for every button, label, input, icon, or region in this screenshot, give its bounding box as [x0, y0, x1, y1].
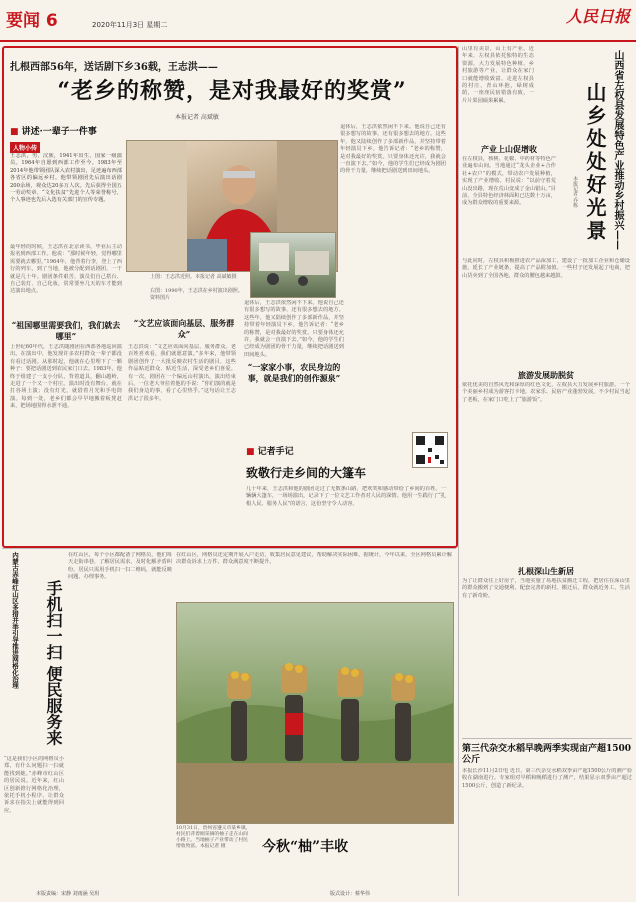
profile-label: 人物小传 [10, 142, 40, 153]
rice-news-text: 本报长沙11月2日电 近日，第三代杂交水稻双季亩产超1500公斤的测产验收在湖南进行。专家组对早稻和晚稻进行了测产，结果显示双季亩产超过1500公斤，创造了新纪录。 [462, 768, 632, 789]
issue-date: 2020年11月3日 星期二 [92, 21, 168, 29]
archive-illustration [251, 233, 335, 297]
sidebar-big-title: 山乡处处好光景 [583, 82, 607, 243]
feature-kicker: 扎根西部56年，送话剧下乡36载，王志洪—— [10, 62, 218, 73]
masthead [0, 0, 636, 42]
subheading-2: “文艺应该面向基层、服务群众” [133, 318, 235, 339]
harvest-photo-caption: 10月31日，贵州省遵义市某乡镇，村民们背着刚采摘的柚子走在山间小路上。当地柚子产业带动了村民增收致富。本报记者 摄 [176, 826, 251, 849]
section-mark-icon: ■ [10, 127, 19, 137]
editor-credit: 本版责编：宋静 刘雨涵 吴玥 [36, 891, 100, 897]
sidebar-section-tourism: 旅游发展助脱贫 [518, 370, 574, 380]
sidebar-section-relocation: 扎根深山生新居 [518, 566, 574, 576]
reporter-note-text: 几十年来，王志洪和他的剧团走过了无数条山路，把欢笑和感动带给了乡间的百姓。一辆辆大篷车，一场场演出，记录下了一位文艺工作者对人民的深情。他用一生践行了“扎根人民、服务人民”的诺言，这份坚守令人动容。 [246, 486, 446, 507]
feature-headline: “老乡的称赞，是对我最好的奖赏” [57, 78, 407, 104]
article-column-4: 退休后，王志洪依然闲不下来。他说自己还有很多想写的故事，还有很多想去的地方。这些年，他又陆续创作了多部新作品，并坚持带着年轻演员下乡。他告诉记者：“老乡的称赞，是对我最好的奖赏。只要身体还允许，我就会一直演下去。”如今，他的学生们已经成为剧团的骨干力量，继续把话剧送到田间地头。 [340, 124, 446, 175]
rice-news-headline: 第三代杂交水稻早晚两季实现亩产超1500公斤 [462, 744, 632, 765]
subheading-1: “祖国哪里需要我们，我们就去哪里” [11, 320, 121, 341]
grid-text-b: 在红山区，每个小区都配备了网格员，他们每天走街串巷，了解居民需求，及时化解矛盾纠纷。居民只需用手机扫一扫二维码，就能反映问题、办理事务。 [68, 552, 172, 581]
design-credit: 版式设计：蔡华伟 [330, 891, 371, 897]
harvest-headline: 今秋“柚”丰收 [262, 839, 349, 855]
sidebar-vertical-title: 山西省左权县发展特色产业推动乡村振兴—— [612, 50, 623, 250]
qr-code[interactable] [412, 432, 448, 468]
photo-caption-2: 右图：1990年，王志洪在乡村演出剧照。资料图片 [150, 288, 243, 301]
page-number: 6 [45, 11, 58, 31]
archive-photo [250, 232, 336, 298]
profile-text: 王志洪，男，汉族，1941年出生，国家一级演员。1964年自愿到西部工作至今。1983年至2014年他带领团队深入农村演出，足迹遍布西部各省区的偏远乡村。他带领剧团先后演出话剧200余场，观众达20多万人次。先后获得全国五一劳动奖章、“文化扶贫”先进个人等荣誉称号，个人事迹也先后入选有关部门的宣传专题。 [10, 153, 122, 204]
article-column-3: 退休后，王志洪依然闲不下来。他说自己还有很多想写的故事，还有很多想去的地方。这些年，他又陆续创作了多部新作品，并坚持带着年轻演员下乡。他告诉记者：“老乡的称赞，是对我最好的奖赏。只要身体还允许，我就会一直演下去。”如今，他的学生们已经成为剧团的骨干力量，继续把话剧送到田间地头。 [244, 300, 344, 358]
reporter-note-headline: 致敬行走乡间的大篷车 [246, 466, 367, 480]
feature-byline: 本报记者 高斌敏 [175, 114, 219, 121]
grid-vertical-title: 内蒙古赤峰红山区多措并举引导推进网格化治理 [11, 552, 19, 689]
grid-big-title: 手机扫一扫 便民服务来 [44, 580, 63, 746]
section-title: 要闻 6 [6, 11, 58, 31]
article-column-2: 王志洪说：“文艺应该面向基层、服务群众。老百姓喜欢看，我们就愿意演。”多年来，他带领剧团创作了一大批反映农村生活的剧目，这些作品贴近群众、贴近生活，深受老乡们喜爱。有一次，剧团在一个偏远山村演出，演出结束后，一位老大爷拉着他的手说：“你们演的就是我们身边的事，看了心里热乎。”这句话让王志洪记了很多年。 [128, 344, 236, 402]
sidebar-column-a: 山里有美景，山上有产业。近年来，左权县依托独特的生态资源，大力发展特色种植、乡村旅游等产业，让群众在家门口就能增收致富。走进左权县的村庄，青山环抱，绿树成荫，一座座民宿错落有致，一片片果园硕果累累。 [462, 46, 534, 104]
harvest-photo [176, 602, 454, 824]
column-divider [458, 46, 459, 896]
newspaper-logo: 人民日报 [565, 7, 630, 26]
section-mark-icon: ■ [246, 447, 255, 457]
grid-text-a: “这是我们小区的网格员小郑，有什么问题扫一扫就能找到她。”赤峰市红山区的居民说。近年来，红山区创新推行网格化治理，依托手机小程序，让群众诉求在指尖上就能得到回应。 [4, 756, 64, 814]
article-column-1b: 上世纪60年代，王志洪随剧团在西部各地巡回演出。在演出中，他发现许多农村群众一辈子都没有看过话剧。从那时起，他就在心里埋下了一颗种子：要把话剧送到农民家门口去。1983年，他终于组建了一支小分队，背着道具，翻山越岭，走进了一个又一个村庄。演出时没有舞台，就在打谷场上演；没有灯光，就借着月光和手电筒演。每到一处，老乡们都会早早地搬着板凳赶来，把场地围得水泄不通。 [10, 344, 122, 410]
harvest-illustration [177, 603, 453, 823]
article-column-1: 最年轻的时候，王志洪在北京读书，毕业后主动报名到西部工作。他说：“那时候年轻，觉得哪里需要就去哪里。”1964年，他背着行李，登上了西行的列车。到了当地，他被分配到话剧团，一干就是几十年。剧团条件艰苦，演员们自己搭台、自己装灯、自己化妆，常常要坐几天的车才能到达演出地点。 [10, 244, 122, 295]
sidebar-column-c: 为了让群众住上好房子，当地实施了易地扶贫搬迁工程，把居住在深山里的群众搬到了交通便利、配套完善的新村。搬迁后，群众就近务工，生活有了新奇盼。 [462, 578, 630, 599]
news-divider [462, 738, 632, 739]
sidebar-section-industry: 产业上山促增收 [481, 144, 537, 154]
tell-section-title: ■ 讲述·一辈子一件事 [10, 127, 97, 137]
qr-code-icon [413, 433, 447, 467]
reporter-note-title: ■ 记者手记 [246, 447, 294, 457]
subheading-3: “一家家小事，农民身边的事，就是我们的创作源泉” [247, 362, 341, 383]
section-divider [2, 548, 456, 549]
sidebar-column-b: 与此同时，左权县积极推进农产品深加工，建设了一批加工企业和仓储设施，延长了产业链条，提高了产品附加值。一些村子还发展起了电商，把山货卖到了全国各地，群众的腰包越来越鼓。 [462, 258, 630, 279]
sidebar-column-a2: 在左权县，核桃、花椒、中药材等特色产业遍布山间。当地通过“龙头企业+合作社+农户”的模式，带动农户发展种植，实现了产业增收。村民说：“以前守着荒山没出路，现在荒山变成了金山银山。”目前，全县特色经济林面积已达数十万亩，成为群众增收的重要来源。 [462, 156, 556, 207]
sidebar-column-b2: 依托优美的自然风光和深厚的红色文化，左权县大力发展乡村旅游。一个个美丽乡村成为游客打卡地，农家乐、民宿产业蓬勃发展。不少村民当起了老板，在家门口吃上了“旅游饭”。 [462, 382, 630, 403]
grid-text-c: 在红山区，网格员还定期开展入户走访，收集居民意见建议，帮助解决实际困难。据统计，今年以来，全区网格员累计解决群众诉求上万件，群众满意度不断提升。 [176, 552, 452, 566]
sidebar-byline: 本报记者 乔栋 [572, 176, 578, 208]
photo-caption-1: 上图：王志洪近照。本报记者 高斌敏摄 [150, 274, 237, 280]
